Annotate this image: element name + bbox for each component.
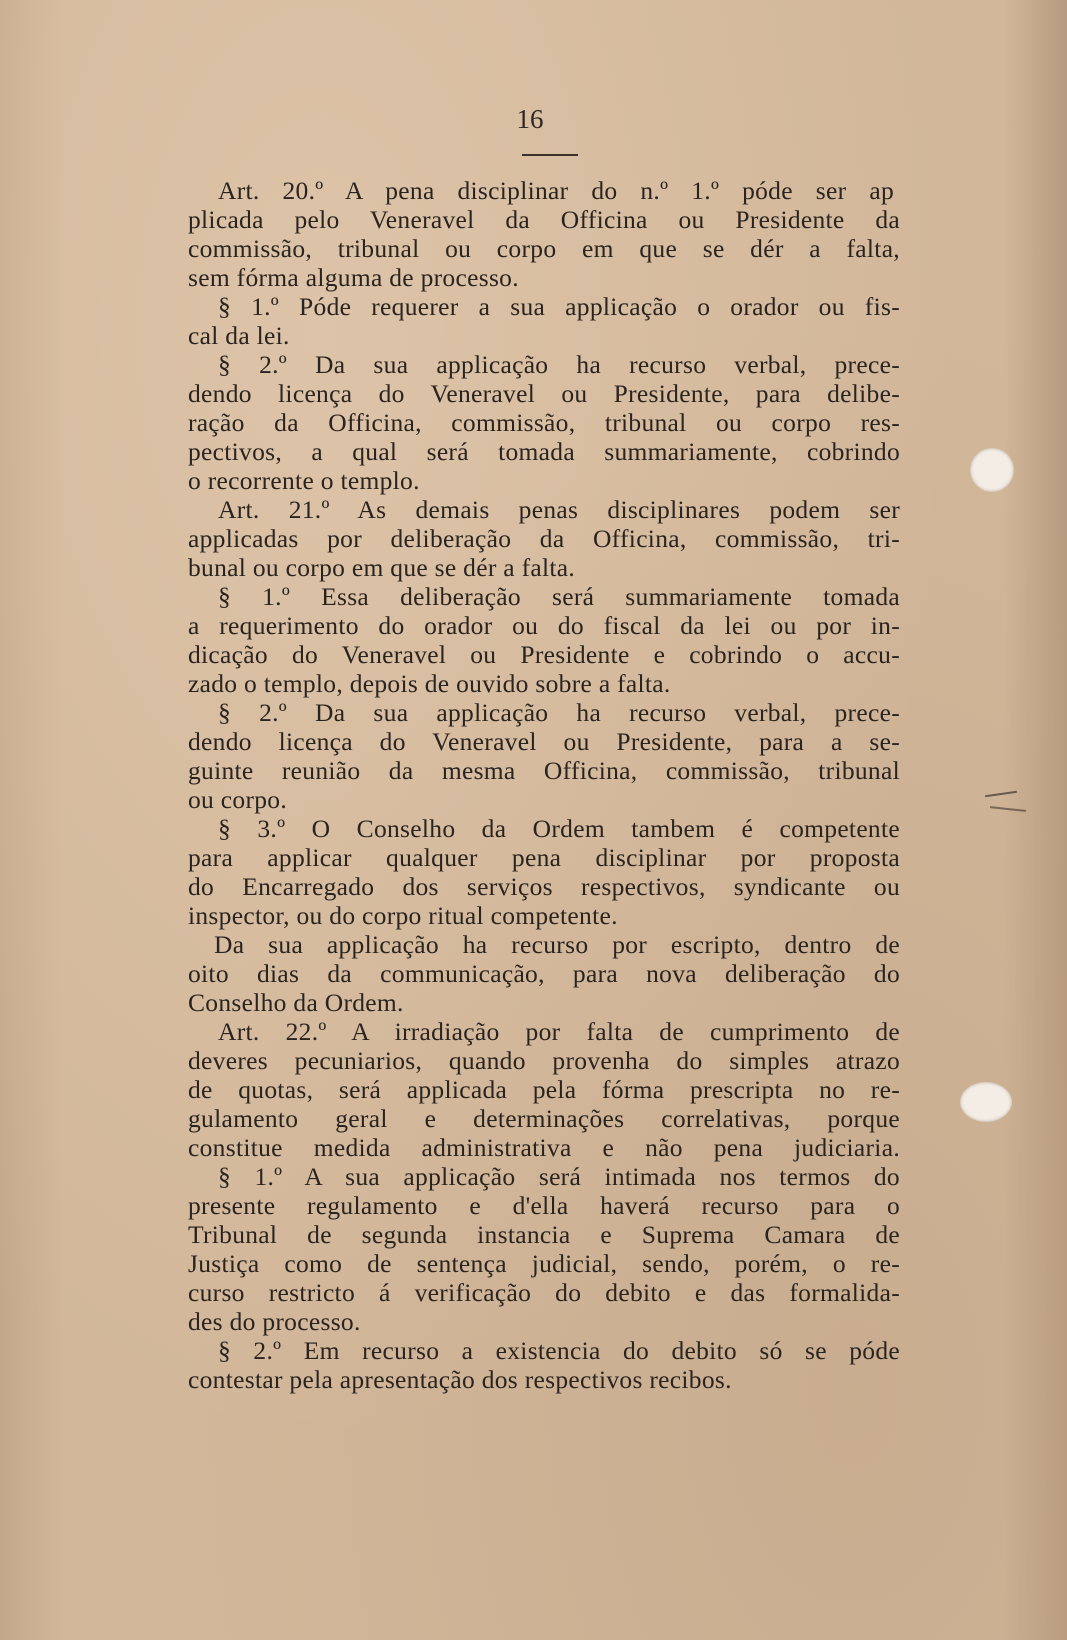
text-line: § 1.º Póde requerer a sua applicação o orador ou fis- [218, 292, 900, 321]
text-line: inspector, ou do corpo ritual competente. [188, 901, 618, 930]
text-line: contestar pela apresentação dos respectivos recibos. [188, 1365, 732, 1394]
text-line: de quotas, será applicada pela fórma prescripta no re- [188, 1075, 900, 1104]
text-line: § 2.º Da sua applicação ha recurso verbal, prece- [218, 698, 900, 727]
text-line: sem fórma alguma de processo. [188, 263, 519, 292]
text-line: deveres pecuniarios, quando provenha do simples atrazo [188, 1046, 900, 1075]
text-line: Justiça como de sentença judicial, sendo, porém, o re- [188, 1249, 900, 1278]
text-line: Art. 21.º As demais penas disciplinares podem ser [218, 495, 900, 524]
text-line: oito dias da communicação, para nova deliberação do [188, 959, 900, 988]
text-line: dendo licença do Veneravel ou Presidente, para delibe- [188, 379, 900, 408]
text-line: dicação do Veneravel ou Presidente e cobrindo o accu- [188, 640, 900, 669]
text-line: § 1.º Essa deliberação será summariamente tomada [218, 582, 900, 611]
text-line: guinte reunião da mesma Officina, commissão, tribunal [188, 756, 900, 785]
text-line: Art. 22.º A irradiação por falta de cumprimento de [218, 1017, 900, 1046]
text-line: § 1.º A sua applicação será intimada nos termos do [218, 1162, 900, 1191]
text-line: bunal ou corpo em que se dér a falta. [188, 553, 576, 582]
text-line: a requerimento do orador ou do fiscal da lei ou por in- [188, 611, 900, 640]
text-line: cal da lei. [188, 321, 290, 350]
text-line: Da sua applicação ha recurso por escripto, dentro de [214, 930, 900, 959]
text-line: ração da Officina, commissão, tribunal ou corpo res- [188, 408, 900, 437]
text-line: Conselho da Ordem. [188, 988, 404, 1017]
text-line: commissão, tribunal ou corpo em que se dér a falta, [188, 234, 900, 263]
text-line: § 2.º Em recurso a existencia do debito só se póde [218, 1336, 900, 1365]
text-line: § 3.º O Conselho da Ordem tambem é competente [218, 814, 900, 843]
text-line: des do processo. [188, 1307, 361, 1336]
text-line: dendo licença do Veneravel ou Presidente, para a se- [188, 727, 900, 756]
text-line: plicada pelo Veneravel da Officina ou Presidente da [188, 205, 900, 234]
text-line: zado o templo, depois de ouvido sobre a falta. [188, 669, 671, 698]
text-line: constitue medida administrativa e não pena judiciaria. [188, 1133, 900, 1162]
binding-hole [970, 448, 1014, 492]
text-line: curso restricto á verificação do debito e das formalida- [188, 1278, 900, 1307]
binding-hole [960, 1082, 1012, 1122]
text-line: o recorrente o templo. [188, 466, 420, 495]
text-line: pectivos, a qual será tomada summariamente, cobrindo [188, 437, 900, 466]
text-line: gulamento geral e determinações correlativas, porque [188, 1104, 900, 1133]
text-line: Tribunal de segunda instancia e Suprema Camara de [188, 1220, 900, 1249]
text-line: Art. 20.º A pena disciplinar do n.º 1.º póde ser ap [218, 176, 894, 205]
text-line: do Encarregado dos serviços respectivos, syndicante ou [188, 872, 900, 901]
text-line: § 2.º Da sua applicação ha recurso verbal, prece- [218, 350, 900, 379]
page-number: 16 [516, 104, 544, 134]
text-line: ou corpo. [188, 785, 288, 814]
text-line: presente regulamento e d'ella haverá recurso para o [188, 1191, 900, 1220]
text-line: para applicar qualquer pena disciplinar por proposta [188, 843, 900, 872]
text-line: applicadas por deliberação da Officina, commissão, tri- [188, 524, 900, 553]
